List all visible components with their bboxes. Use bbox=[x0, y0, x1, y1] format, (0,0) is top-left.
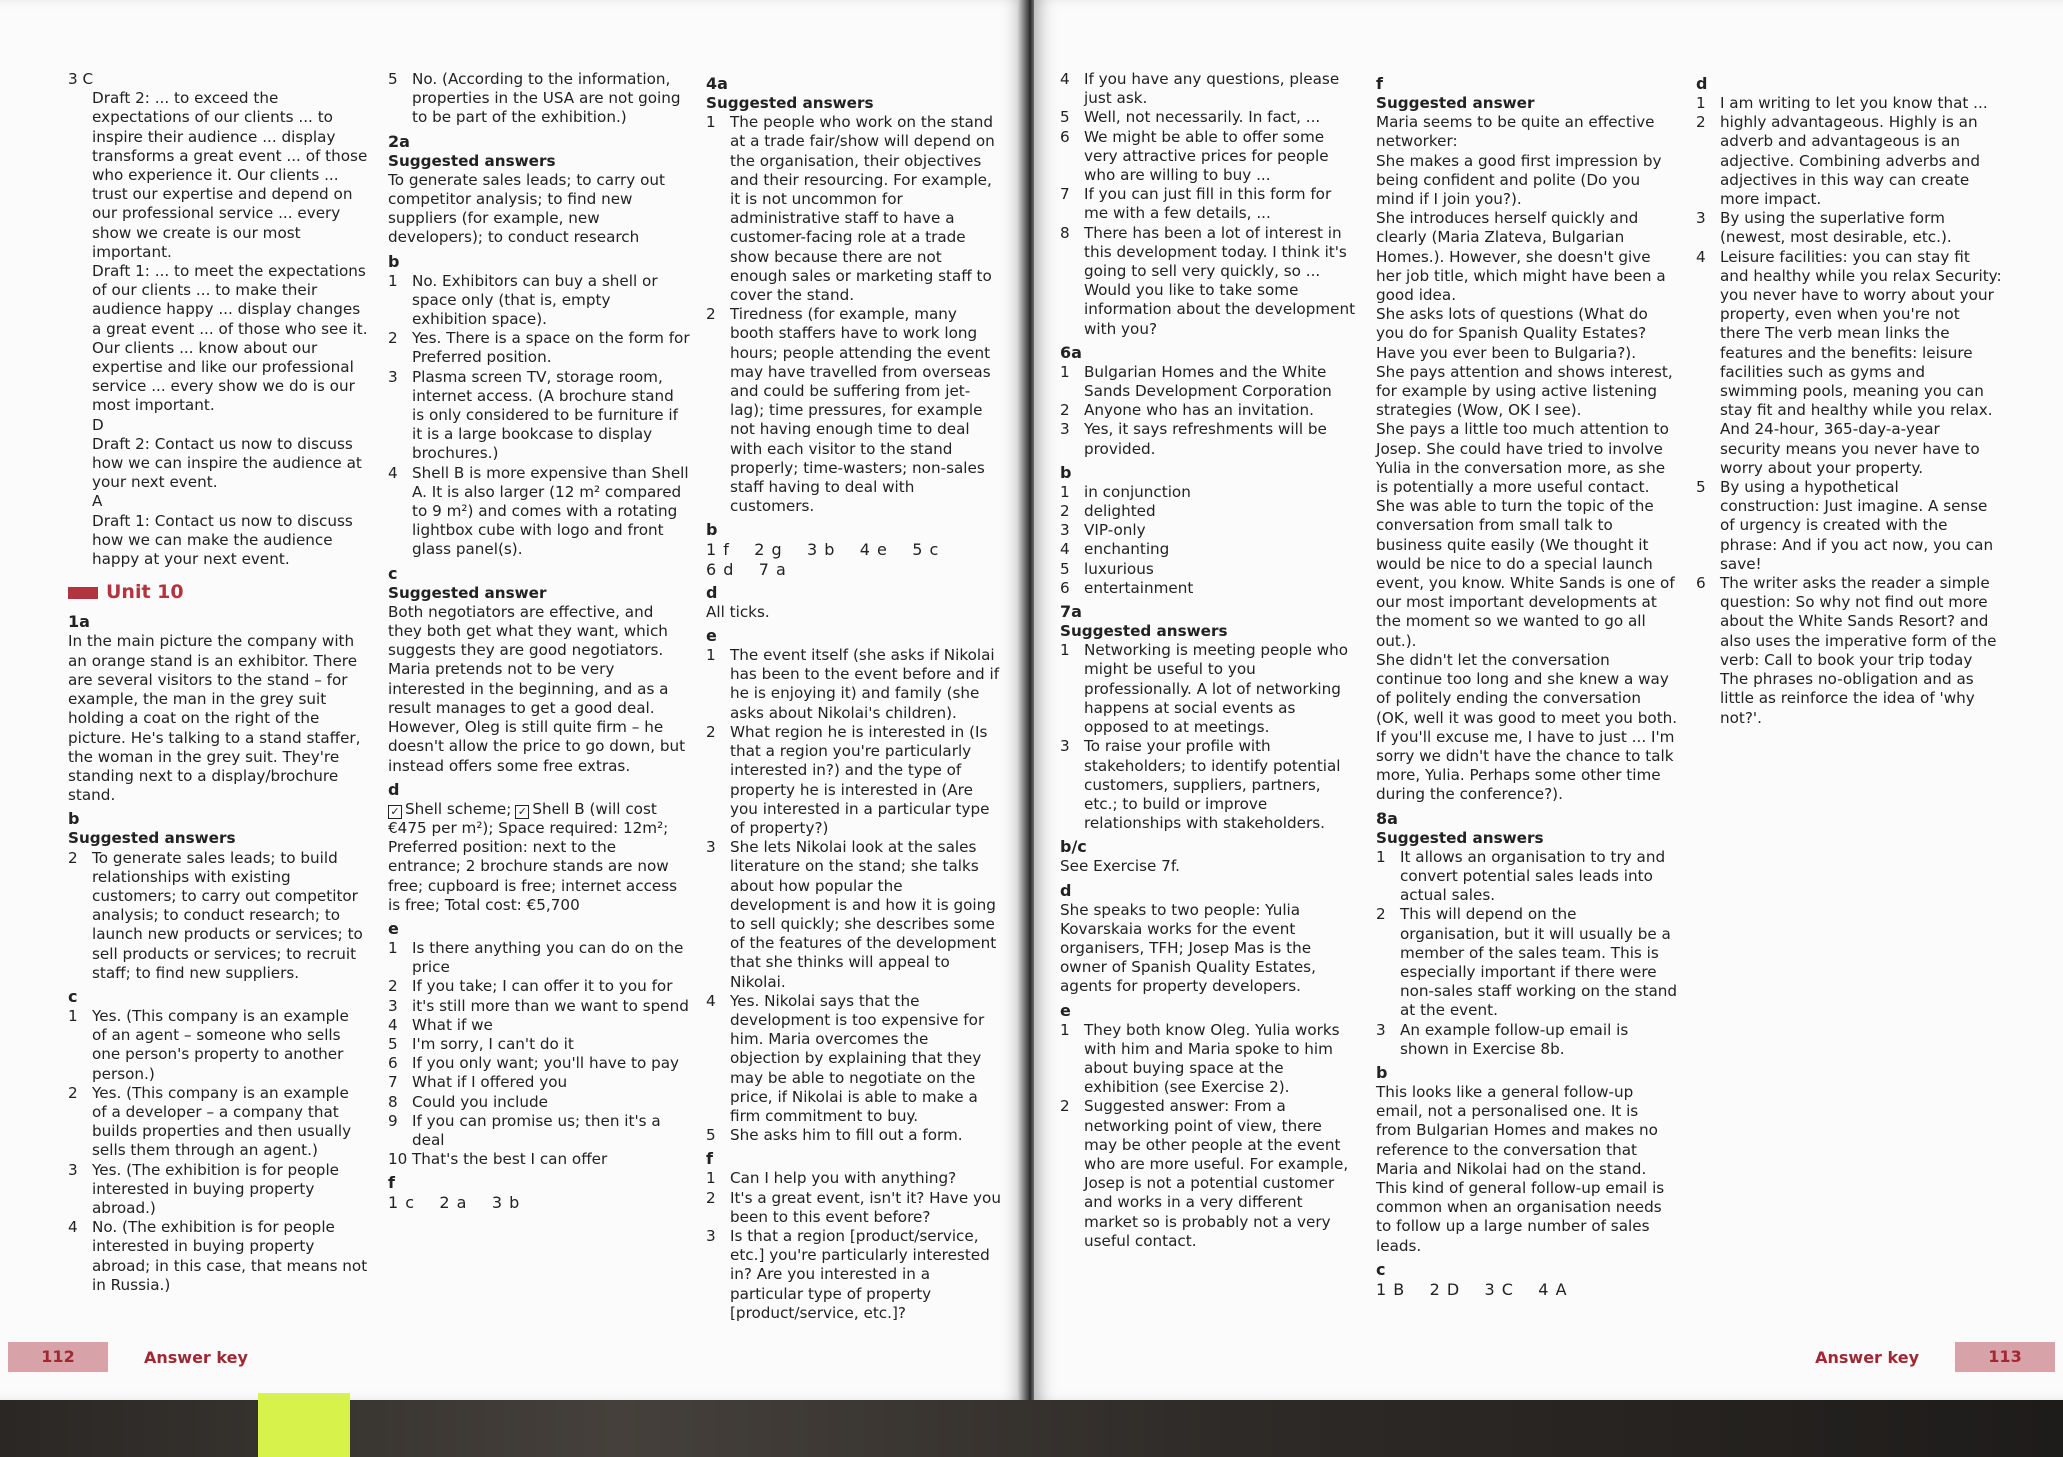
answer-text: The people who work on the stand at a trade fair/show will depend on the organisation, their objectives and their resourcing. For example, it is not uncommon for administrative staff to have a customer-facing role at a trade show because there are not enough sales or marketing staff to cover the stand. bbox=[730, 113, 995, 305]
answer-number: 3 bbox=[1060, 737, 1070, 756]
body-text: She didn't let the conversation continue too long and she knew a way of politely ending the conversation (OK, well it was good to meet you both. If you'll excuse me, I have to just ... I'm sorry we didn't have the chance to talk more, Yulia. Perhaps some other time during the conference?). bbox=[1376, 650, 1678, 804]
answer-item bbox=[706, 1126, 1002, 1145]
page-number-right: 113 bbox=[1955, 1342, 2055, 1372]
section-heading: 4a bbox=[706, 74, 728, 93]
section-heading: b bbox=[1060, 462, 1072, 482]
answer-text: VIP-only bbox=[1084, 521, 1146, 540]
answer-text: She asks him to fill out a form. bbox=[730, 1126, 963, 1145]
answer-text: enchanting bbox=[1084, 540, 1170, 559]
answer-item bbox=[388, 368, 690, 464]
answer-text: Suggested answer: From a networking point of view, there may be other people at the event who are more useful. For example, Josep is not a potential customer and works in a very different market so is probably not a very useful contact. bbox=[1084, 1097, 1349, 1250]
answer-number: 5 bbox=[1696, 478, 1706, 497]
section-heading: d bbox=[1060, 880, 1072, 900]
answer-text: She lets Nikolai look at the sales literature on the stand; she talks about how popular the development is and how it is going to sell quickly; she describes some of the features of the development that she thinks will appeal to Nikolai. bbox=[730, 838, 997, 991]
answer-number: 4 bbox=[1060, 540, 1070, 559]
answer-number: 2 bbox=[1696, 113, 1706, 132]
section-heading: f bbox=[1376, 74, 1383, 93]
column-6 bbox=[1696, 70, 2002, 728]
answer-number: 6 bbox=[388, 1054, 398, 1073]
answer-item bbox=[68, 849, 368, 983]
answer-item bbox=[388, 1073, 690, 1092]
answer-number: 2 bbox=[1060, 401, 1070, 420]
section-heading: c bbox=[388, 563, 398, 583]
answer-item bbox=[388, 1054, 690, 1073]
section-heading: e bbox=[388, 918, 399, 938]
answer-number: 5 bbox=[706, 1126, 716, 1145]
answer-text: What region he is interested in (Is that a region you're particularly interested in?) and the type of property he is interested in (Are you interested in a particular type of property?) bbox=[730, 722, 990, 837]
subheading: Suggested answers bbox=[706, 94, 874, 112]
answer-key-line: 1 c 2 a 3 b bbox=[388, 1193, 521, 1213]
answer-key-line: 1 f 2 g 3 b 4 e 5 c 6 d 7 a bbox=[706, 540, 940, 579]
answer-number: 3 bbox=[388, 367, 398, 386]
answer-number: 1 bbox=[1060, 1020, 1070, 1039]
answer-number: 4 bbox=[388, 1015, 398, 1034]
answer-item bbox=[1060, 483, 1358, 502]
answer-item bbox=[1060, 128, 1358, 186]
body-text: She pays a little too much attention to Josep. She could have tried to involve Yulia in the conversation more, as she is potentially a more useful contact. bbox=[1376, 420, 1669, 497]
answer-text: Draft 1: Contact us now to discuss how we can make the audience happy at your next event. bbox=[92, 511, 353, 569]
section-heading: e bbox=[1060, 1000, 1071, 1020]
answer-text: Is there anything you can do on the price bbox=[412, 938, 684, 977]
column-2 bbox=[388, 70, 690, 1213]
answer-number: 2 bbox=[68, 1083, 78, 1102]
answer-number: 3 bbox=[388, 996, 398, 1015]
answer-text: To generate sales leads; to build relationships with existing customers; to carry out competitor analysis; to conduct research; to launch new products or services; to sell products or services; to recruit staff; to find new suppliers. bbox=[92, 848, 363, 982]
answer-item bbox=[1696, 209, 2002, 247]
answer-text: To raise your profile with stakeholders; to identify potential customers, suppliers, partners, etc.; to build or improve relationships with stakeholders. bbox=[1084, 737, 1341, 833]
body-text: See Exercise 7f. bbox=[1060, 857, 1180, 876]
body-text: To generate sales leads; to carry out competitor analysis; to find new suppliers (for example, new developers); to conduct research bbox=[388, 170, 665, 247]
section-heading: b bbox=[1376, 1062, 1388, 1082]
answer-text: in conjunction bbox=[1084, 482, 1191, 501]
answer-item bbox=[706, 992, 1002, 1126]
answer-item bbox=[68, 1218, 368, 1295]
answer-text: Shell B (will cost €475 per m²); Space required: 12m²; Preferred position: next to the entrance; 2 brochure stands are now free; cupboard is free; internet access is free; Total cost: €5,700 bbox=[388, 799, 678, 914]
answer-number: 2 bbox=[68, 848, 78, 867]
subheading: Suggested answers bbox=[68, 829, 236, 848]
sticky-tab bbox=[258, 1393, 350, 1457]
answer-text: What if I offered you bbox=[412, 1073, 568, 1092]
answer-number: 3 bbox=[1060, 420, 1070, 439]
answer-item bbox=[1376, 848, 1678, 906]
section-heading: b bbox=[706, 520, 718, 540]
body-text: All ticks. bbox=[706, 602, 770, 621]
answer-text: delighted bbox=[1084, 502, 1156, 521]
answer-item bbox=[706, 113, 1002, 305]
answer-text: I am writing to let you know that ... bbox=[1720, 94, 1988, 112]
body-text: Both negotiators are effective, and they both get what they want, which suggests they are good negotiators. Maria pretends not to be very interested in the beginning, and as a result manages to get a good deal. However, Oleg is still quite firm – he doesn't allow the price to go down, but instead offers some free extras. bbox=[388, 602, 686, 775]
body-text: She asks lots of questions (What do you do for Spanish Quality Estates? Have you ever been to Bulgaria?). bbox=[1376, 305, 1648, 362]
answer-text: Draft 1: ... to meet the expectations of our clients ... to make their audience happy ... display changes a great event ... of those who see it. Our clients ... know about our expertise and like our professional service ... every show we do is our most important. bbox=[92, 262, 368, 415]
answer-text: This will depend on the organisation, but it will usually be a member of the sales team. This is especially important if there were non-sales staff working on the stand at the event. bbox=[1400, 905, 1678, 1020]
answer-number: 1 bbox=[1060, 641, 1070, 660]
answer-text: Draft 2: Contact us now to discuss how we can inspire the audience at your next event. bbox=[92, 434, 362, 492]
answer-item bbox=[68, 1161, 368, 1219]
answer-number: 8 bbox=[1060, 223, 1070, 242]
section-heading: d bbox=[706, 582, 718, 602]
answer-text: They both know Oleg. Yulia works with him and Maria spoke to him about buying space at the exhibition (see Exercise 2). bbox=[1084, 1020, 1340, 1097]
section-heading: d bbox=[388, 779, 400, 799]
body-text: She speaks to two people: Yulia Kovarskaia works for the event organisers, TFH; Josep Mas is the owner of Spanish Quality Estates, agents for property developers. bbox=[1060, 900, 1316, 996]
answer-item bbox=[706, 1169, 1002, 1188]
answer-item bbox=[388, 939, 690, 977]
answer-text: luxurious bbox=[1084, 559, 1154, 578]
answer-number: 1 bbox=[68, 1006, 78, 1025]
answer-text: There has been a lot of interest in this development today. I think it's going to sell very quickly, so ... Would you like to take some information about the development with you? bbox=[1084, 223, 1356, 338]
answer-number: 7 bbox=[1060, 185, 1070, 204]
answer-number: 2 bbox=[388, 977, 398, 996]
answer-item bbox=[1376, 905, 1678, 1020]
answer-text: If you take; I can offer it to you for bbox=[412, 977, 673, 996]
section-heading: 6a bbox=[1060, 342, 1082, 362]
answer-text: Yes. (This company is an example of an agent – someone who sells one person's property to another person.) bbox=[92, 1006, 349, 1083]
checkbox-answer bbox=[388, 800, 690, 915]
answer-item bbox=[1060, 502, 1358, 521]
answer-item bbox=[706, 838, 1002, 992]
answer-item bbox=[1060, 521, 1358, 540]
answer-item bbox=[388, 272, 690, 330]
answer-number: 1 bbox=[706, 113, 716, 132]
answer-number: 1 bbox=[1060, 482, 1070, 501]
answer-text: If you have any questions, please just ask. bbox=[1084, 70, 1340, 108]
answer-item bbox=[706, 1227, 1002, 1323]
answer-item bbox=[1060, 737, 1358, 833]
page-number-left: 112 bbox=[8, 1342, 108, 1372]
column-3 bbox=[706, 70, 1002, 1323]
answer-text: D bbox=[92, 415, 104, 434]
answer-number: 10 bbox=[388, 1150, 408, 1169]
answer-item bbox=[1060, 579, 1358, 598]
section-heading: b/c bbox=[1060, 837, 1087, 857]
answer-text: By using a hypothetical construction: Just imagine. A sense of urgency is created with the phrase: And if you act now, you can save! bbox=[1720, 478, 1994, 573]
answer-text: Anyone who has an invitation. bbox=[1084, 401, 1314, 420]
answer-item bbox=[1060, 108, 1358, 127]
body-text: She makes a good first impression by being confident and polite (Do you mind if I join you?). bbox=[1376, 151, 1662, 209]
answer-text: highly advantageous. Highly is an adverb and advantageous is an adjective. Combining adverbs and adjectives in this way can create more impact. bbox=[1720, 113, 1980, 209]
section-heading: 2a bbox=[388, 131, 410, 151]
answer-number: 3 bbox=[706, 838, 716, 857]
answer-text: If you can just fill in this form for me with a few details, ... bbox=[1084, 185, 1332, 223]
answer-item bbox=[1060, 70, 1358, 108]
right-footer bbox=[1779, 1342, 2055, 1372]
answer-item bbox=[1696, 113, 2002, 209]
answer-number: 3 bbox=[68, 1160, 78, 1179]
body-text: 3 C bbox=[68, 70, 94, 88]
answer-number: 2 bbox=[706, 1188, 716, 1207]
answer-text: What if we bbox=[412, 1015, 493, 1034]
answer-item bbox=[388, 1112, 690, 1150]
answer-text: Tiredness (for example, many booth staffers have to work long hours; people attending the event may have travelled from overseas and could be suffering from jet-lag); time pressures, for example not having enough time to deal with each visitor to the stand properly; time-wasters; non-sales staff having to deal with customers. bbox=[730, 305, 991, 516]
subheading: Suggested answers bbox=[388, 151, 556, 170]
answer-item bbox=[388, 997, 690, 1016]
section-heading: e bbox=[706, 626, 717, 646]
answer-number: 2 bbox=[706, 722, 716, 741]
answer-text: Yes. Nikolai says that the development is too expensive for him. Maria overcomes the objection by explaining that they may be able to negotiate on the price, if Nikolai is able to make a firm commitment to buy. bbox=[730, 991, 985, 1125]
answer-number: 2 bbox=[1060, 1097, 1070, 1116]
unit-marker bbox=[68, 587, 98, 599]
answer-text: If you only want; you'll have to pay bbox=[412, 1054, 680, 1073]
section-heading: c bbox=[1376, 1259, 1386, 1279]
section-heading: c bbox=[68, 986, 78, 1006]
section-heading: d bbox=[1696, 74, 1708, 93]
answer-number: 2 bbox=[388, 329, 398, 348]
answer-number: 3 bbox=[1060, 521, 1070, 540]
answer-text: Can I help you with anything? bbox=[730, 1169, 957, 1188]
answer-text: Bulgarian Homes and the White Sands Development Corporation bbox=[1084, 362, 1332, 401]
answer-text: The event itself (she asks if Nikolai has been to the event before and if he is enjoying it) and family (she asks about Nikolai's children). bbox=[730, 646, 1000, 722]
answer-item bbox=[1060, 420, 1358, 458]
answer-text: Well, not necessarily. In fact, ... bbox=[1084, 108, 1321, 127]
answer-number: 3 bbox=[706, 1226, 716, 1245]
answer-item bbox=[388, 329, 690, 367]
answer-text: If you can promise us; then it's a deal bbox=[412, 1111, 661, 1149]
body-text: Maria seems to be quite an effective networker: bbox=[1376, 113, 1655, 151]
answer-text: By using the superlative form (newest, most desirable, etc.). bbox=[1720, 209, 1952, 247]
column-4 bbox=[1060, 70, 1358, 1251]
answer-number: 2 bbox=[706, 305, 716, 324]
body-text: This looks like a general follow-up email, not a personalised one. It is from Bulgarian Homes and makes no reference to the conversation that Maria and Nikolai had on the stand. This kind of general follow-up email is common when an organisation needs to follow up a large number of sales leads. bbox=[1376, 1082, 1665, 1255]
answer-item bbox=[1060, 641, 1358, 737]
answer-item bbox=[388, 1016, 690, 1035]
answer-text: Shell B is more expensive than Shell A. It is also larger (12 m² compared to 9 m²) and comes with a rotating lightbox cube with logo and front glass panel(s). bbox=[412, 463, 689, 559]
answer-text: Is that a region [product/service, etc.] you're particularly interested in? Are you interested in a particular type of property [product/service, etc.]? bbox=[730, 1226, 990, 1322]
answer-number: 4 bbox=[388, 463, 398, 482]
body-text: She introduces herself quickly and clearly (Maria Zlateva, Bulgarian Homes.). However, she doesn't give her job title, which might have been a good idea. bbox=[1376, 209, 1666, 305]
answer-number: 3 bbox=[1696, 209, 1706, 228]
body-text: She was able to turn the topic of the conversation from small talk to business quite easily (We thought it would be nice to do a special launch event, you know. White Sands is one of our most important developments at the moment so we wanted to go all out.). bbox=[1376, 497, 1675, 650]
answer-number: 9 bbox=[388, 1111, 398, 1130]
answer-item bbox=[706, 723, 1002, 838]
answer-text: it's still more than we want to spend bbox=[412, 996, 689, 1015]
answer-number: 7 bbox=[388, 1073, 398, 1092]
answer-text: The writer asks the reader a simple question: So why not find out more about the White Sands Resort? and also uses the imperative form of the verb: Call to book your trip today The phrases no-obligation and as little as reinforce the idea of 'why not?'. bbox=[1720, 574, 1997, 727]
answer-item bbox=[1696, 478, 2002, 574]
unit-title: Unit 10 bbox=[106, 581, 184, 604]
answer-item bbox=[388, 1035, 690, 1054]
answer-number: 4 bbox=[706, 991, 716, 1010]
answer-text: An example follow-up email is shown in Exercise 8b. bbox=[1400, 1020, 1629, 1058]
answer-item bbox=[1696, 574, 2002, 728]
answer-number: 1 bbox=[388, 271, 398, 290]
answer-number: 1 bbox=[706, 1169, 716, 1188]
column-1 bbox=[68, 70, 368, 1295]
answer-text: No. Exhibitors can buy a shell or space only (that is, empty exhibition space). bbox=[412, 271, 658, 329]
left-footer bbox=[8, 1342, 284, 1372]
answer-item bbox=[1060, 540, 1358, 559]
subheading: Suggested answer bbox=[388, 583, 547, 602]
subheading: Suggested answers bbox=[1376, 828, 1544, 847]
answer-number: 4 bbox=[1696, 247, 1706, 266]
answer-number: 5 bbox=[388, 1034, 398, 1053]
answer-text: No. (The exhibition is for people interested in buying property abroad; in this case, that means not in Russia.) bbox=[92, 1218, 368, 1294]
answer-item bbox=[1376, 1021, 1678, 1059]
answer-number: 4 bbox=[1060, 70, 1070, 88]
answer-number: 8 bbox=[388, 1092, 398, 1111]
answer-item bbox=[1060, 1097, 1358, 1251]
answer-item bbox=[1060, 224, 1358, 339]
answer-text: It's a great event, isn't it? Have you been to this event before? bbox=[730, 1188, 1001, 1226]
answer-number: 2 bbox=[1376, 905, 1386, 924]
answer-text: It allows an organisation to try and convert potential sales leads into actual sales. bbox=[1400, 847, 1666, 905]
answer-item bbox=[1060, 363, 1358, 401]
answer-item bbox=[706, 646, 1002, 723]
answer-item bbox=[68, 1084, 368, 1161]
answer-number: 1 bbox=[1376, 847, 1386, 866]
subheading: Suggested answer bbox=[1376, 94, 1535, 112]
footer-label-left: Answer key bbox=[144, 1347, 248, 1367]
section-heading: 8a bbox=[1376, 808, 1398, 828]
check-icon: ✓ bbox=[515, 805, 529, 819]
answer-number: 1 bbox=[706, 646, 716, 665]
section-heading: 1a bbox=[68, 612, 90, 632]
answer-number: 1 bbox=[388, 938, 398, 957]
answer-text: A bbox=[92, 492, 103, 511]
answer-number: 5 bbox=[388, 70, 398, 88]
answer-number: 2 bbox=[1060, 502, 1070, 521]
left-page bbox=[0, 0, 1024, 1400]
answer-item bbox=[388, 70, 690, 128]
answer-text: That's the best I can offer bbox=[412, 1150, 608, 1169]
answer-text: I'm sorry, I can't do it bbox=[412, 1034, 574, 1053]
answer-key-line: 1 B 2 D 3 C 4 A bbox=[1376, 1279, 1568, 1299]
answer-text: Yes, it says refreshments will be provided. bbox=[1084, 420, 1327, 458]
answer-text: Shell scheme; bbox=[405, 799, 512, 818]
answer-text: Networking is meeting people who might be useful to you professionally. A lot of networking happens at social events as opposed to at meetings. bbox=[1084, 641, 1349, 737]
answer-text: Leisure facilities: you can stay fit and healthy while you relax Security: you never have to worry about your property, even when you're not there The verb mean links the features and the benefits: leisure facilities such as gyms and swimming pools, meaning you can stay fit and healthy while you relax. And 24-hour, 365-day-a-year security means you never have to worry about your property. bbox=[1720, 247, 2002, 477]
answer-item bbox=[1696, 94, 2002, 113]
answer-item bbox=[388, 977, 690, 996]
answer-number: 4 bbox=[68, 1218, 78, 1237]
answer-item bbox=[1060, 560, 1358, 579]
answer-text: Draft 2: ... to exceed the expectations of our clients ... to inspire their audience ... display transforms a great event ... of those who experience it. Our clients ... trust our expertise and depend on our professional service ... every show we create is our most important. bbox=[92, 89, 368, 261]
body-text: In the main picture the company with an orange stand is an exhibitor. There are several visitors to the stand – for example, the man in the grey suit holding a coat on the right of the picture. He's talking to a stand staffer, the woman in the grey suit. They're standing next to a display/brochure stand. bbox=[68, 632, 361, 805]
footer-label-right: Answer key bbox=[1815, 1347, 1919, 1367]
answer-number: 1 bbox=[1696, 94, 1706, 112]
body-text: She pays attention and shows interest, for example by using active listening strategies (Wow, OK I see). bbox=[1376, 362, 1673, 420]
answer-text: Yes. (The exhibition is for people interested in buying property abroad.) bbox=[92, 1160, 340, 1217]
answer-item bbox=[706, 1189, 1002, 1227]
answer-text: Yes. (This company is an example of a developer – a company that builds properties and then usually sells them through an agent.) bbox=[92, 1083, 352, 1160]
answer-number: 1 bbox=[1060, 362, 1070, 381]
answer-number: 5 bbox=[1060, 559, 1070, 578]
answer-number: 3 bbox=[1376, 1020, 1386, 1039]
answer-number: 5 bbox=[1060, 108, 1070, 127]
answer-text: entertainment bbox=[1084, 578, 1194, 597]
answer-item bbox=[388, 464, 690, 560]
section-heading: b bbox=[68, 809, 80, 829]
answer-item bbox=[1696, 248, 2002, 478]
right-page bbox=[1034, 0, 2063, 1400]
answer-item bbox=[388, 1093, 690, 1112]
section-heading: f bbox=[706, 1149, 713, 1169]
answer-item bbox=[1060, 1021, 1358, 1098]
answer-text: We might be able to offer some very attractive prices for people who are willing to buy ... bbox=[1084, 127, 1329, 185]
answer-item bbox=[706, 305, 1002, 516]
check-icon: ✓ bbox=[388, 805, 402, 819]
unit-heading bbox=[68, 583, 368, 602]
answer-text: Yes. There is a space on the form for Preferred position. bbox=[412, 329, 690, 367]
answer-number: 6 bbox=[1696, 574, 1706, 593]
answer-text: Could you include bbox=[412, 1092, 548, 1111]
answer-number: 6 bbox=[1060, 578, 1070, 597]
section-heading: 7a bbox=[1060, 602, 1082, 622]
answer-text: No. (According to the information, properties in the USA are not going to be part of the exhibition.) bbox=[412, 70, 681, 127]
column-5 bbox=[1376, 70, 1678, 1299]
answer-item bbox=[388, 1150, 690, 1169]
answer-text: Plasma screen TV, storage room, internet access. (A brochure stand is only considered to be furniture if it is a large bookcase to display brochures.) bbox=[412, 367, 678, 463]
answer-number: 6 bbox=[1060, 127, 1070, 146]
section-heading: b bbox=[388, 251, 400, 271]
section-heading: f bbox=[388, 1173, 395, 1193]
answer-item bbox=[1060, 185, 1358, 223]
answer-item bbox=[68, 1007, 368, 1084]
subheading: Suggested answers bbox=[1060, 622, 1228, 641]
answer-item bbox=[1060, 401, 1358, 420]
